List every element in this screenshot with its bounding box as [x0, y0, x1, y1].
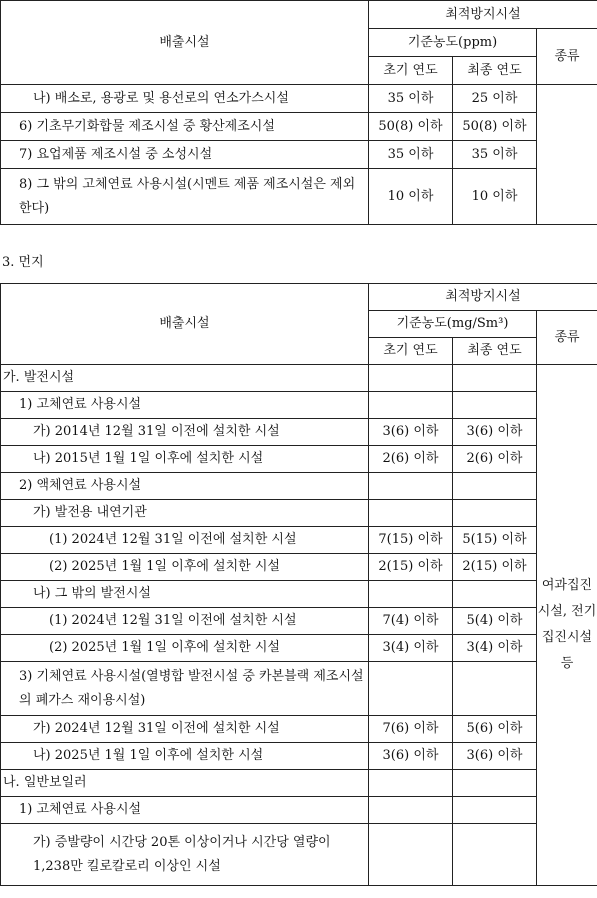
section-title: 3. 먼지 — [2, 255, 44, 270]
row-initial — [369, 500, 453, 527]
row-label: 2) 액체연료 사용시설 — [1, 473, 369, 500]
row-final — [453, 473, 537, 500]
row-final — [453, 392, 537, 419]
table-row — [1, 824, 597, 886]
row-final: 5(6) 이하 — [453, 716, 537, 743]
table-row — [1, 608, 597, 635]
row-label: 8) 그 밖의 고체연료 사용시설(시멘트 제품 제조시설은 제외한다) — [1, 169, 369, 225]
row-label: (2) 2025년 1월 1일 이후에 설치한 시설 — [1, 635, 369, 662]
row-initial: 10 이하 — [369, 169, 453, 225]
row-initial: 35 이하 — [369, 85, 453, 113]
row-final: 5(15) 이하 — [453, 527, 537, 554]
row-label: 3) 기체연료 사용시설(열병합 발전시설 중 카본블랙 제조시설의 폐가스 재이용시설) — [1, 662, 369, 716]
header-concentration: 기준농도(ppm) — [369, 29, 537, 57]
row-label: 가. 발전시설 — [1, 365, 369, 392]
row-label: 나. 일반보일러 — [1, 770, 369, 797]
row-label: 7) 요업제품 제조시설 중 소성시설 — [1, 141, 369, 169]
row-initial — [369, 473, 453, 500]
header-emission: 배출시설 — [1, 1, 369, 85]
table-row — [1, 662, 597, 716]
table-row — [1, 716, 597, 743]
table-row — [1, 446, 597, 473]
row-label: 1) 고체연료 사용시설 — [1, 392, 369, 419]
table-row — [1, 365, 597, 392]
row-final — [453, 662, 537, 716]
row-label: 나) 그 밖의 발전시설 — [1, 581, 369, 608]
table-row — [1, 527, 597, 554]
table-row — [1, 141, 597, 169]
table-row — [1, 797, 597, 824]
row-initial: 2(6) 이하 — [369, 446, 453, 473]
row-final — [453, 770, 537, 797]
row-initial — [369, 365, 453, 392]
table-row — [1, 554, 597, 581]
header-emission: 배출시설 — [1, 284, 369, 365]
row-label: (1) 2024년 12월 31일 이전에 설치한 시설 — [1, 608, 369, 635]
row-initial — [369, 770, 453, 797]
row-initial: 3(6) 이하 — [369, 743, 453, 770]
row-final: 5(4) 이하 — [453, 608, 537, 635]
row-label: (1) 2024년 12월 31일 이전에 설치한 시설 — [1, 527, 369, 554]
table-sulfur-oxides — [0, 0, 597, 225]
row-kind — [537, 85, 597, 225]
table-dust — [0, 283, 597, 886]
header-final: 최종 연도 — [453, 338, 537, 365]
row-final: 50(8) 이하 — [453, 113, 537, 141]
row-final: 10 이하 — [453, 169, 537, 225]
row-initial — [369, 662, 453, 716]
row-initial: 3(6) 이하 — [369, 419, 453, 446]
table-row — [1, 770, 597, 797]
table-row — [1, 500, 597, 527]
header-final: 최종 연도 — [453, 57, 537, 85]
row-initial: 7(4) 이하 — [369, 608, 453, 635]
row-initial: 7(6) 이하 — [369, 716, 453, 743]
row-label: 나) 2015년 1월 1일 이후에 설치한 시설 — [1, 446, 369, 473]
row-label: (2) 2025년 1월 1일 이후에 설치한 시설 — [1, 554, 369, 581]
row-final: 3(6) 이하 — [453, 419, 537, 446]
row-label: 1) 고체연료 사용시설 — [1, 797, 369, 824]
row-label: 나) 배소로, 용광로 및 용선로의 연소가스시설 — [1, 85, 369, 113]
row-initial: 2(15) 이하 — [369, 554, 453, 581]
kind-value: 여과집진시설, 전기집진시설 등 — [537, 365, 597, 886]
table-row — [1, 113, 597, 141]
header-kind: 종류 — [537, 29, 597, 85]
row-final: 25 이하 — [453, 85, 537, 113]
row-initial — [369, 797, 453, 824]
row-final — [453, 581, 537, 608]
table-row — [1, 635, 597, 662]
header-best: 최적방지시설 — [369, 284, 597, 311]
row-label: 6) 기초무기화합물 제조시설 중 황산제조시설 — [1, 113, 369, 141]
row-final — [453, 500, 537, 527]
row-final — [453, 797, 537, 824]
header-kind: 종류 — [537, 311, 597, 365]
row-initial: 35 이하 — [369, 141, 453, 169]
table-row — [1, 169, 597, 225]
row-final — [453, 824, 537, 886]
table-row — [1, 473, 597, 500]
table-row — [1, 392, 597, 419]
row-initial: 50(8) 이하 — [369, 113, 453, 141]
row-label: 가) 2024년 12월 31일 이전에 설치한 시설 — [1, 716, 369, 743]
table-row — [1, 419, 597, 446]
row-final: 2(6) 이하 — [453, 446, 537, 473]
row-initial: 3(4) 이하 — [369, 635, 453, 662]
table-row — [1, 581, 597, 608]
header-best: 최적방지시설 — [369, 1, 597, 29]
table-row — [1, 743, 597, 770]
row-label: 가) 2014년 12월 31일 이전에 설치한 시설 — [1, 419, 369, 446]
header-concentration: 기준농도(mg/Sm³) — [369, 311, 537, 338]
row-final: 3(6) 이하 — [453, 743, 537, 770]
row-label: 가) 발전용 내연기관 — [1, 500, 369, 527]
header-initial: 초기 연도 — [369, 57, 453, 85]
row-initial — [369, 581, 453, 608]
row-label: 가) 증발량이 시간당 20톤 이상이거나 시간당 열량이 1,238만 킬로칼로리 이상인 시설 — [1, 824, 369, 886]
row-initial: 7(15) 이하 — [369, 527, 453, 554]
row-final: 3(4) 이하 — [453, 635, 537, 662]
row-initial — [369, 824, 453, 886]
row-label: 나) 2025년 1월 1일 이후에 설치한 시설 — [1, 743, 369, 770]
row-final: 2(15) 이하 — [453, 554, 537, 581]
row-initial — [369, 392, 453, 419]
table-row — [1, 85, 597, 113]
row-final — [453, 365, 537, 392]
header-initial: 초기 연도 — [369, 338, 453, 365]
row-final: 35 이하 — [453, 141, 537, 169]
